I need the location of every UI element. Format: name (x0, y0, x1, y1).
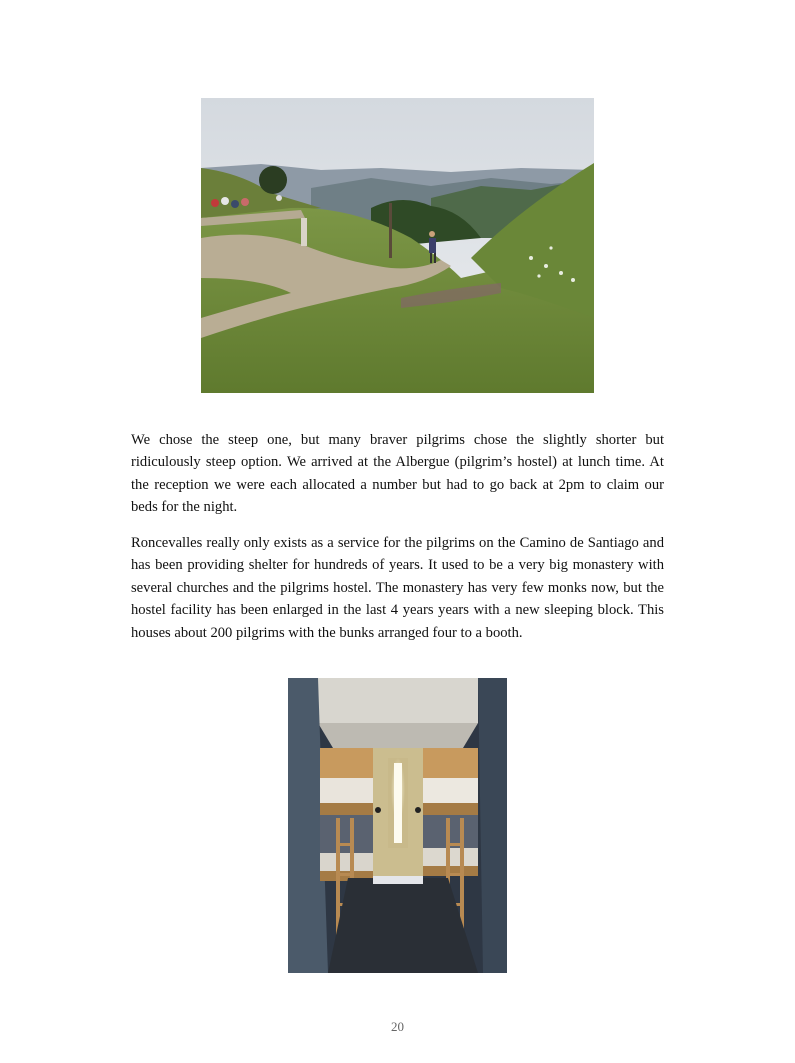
bunk-room-photo (288, 678, 507, 973)
body-paragraph: Roncevalles really only exists as a service for the pilgrims on the Camino de Santiago and has been providing shelter for hundreds of years. It used to be a very big monastery with several churches and the pilgrims hostel. The monastery has very few monks now, but the hostel facility has been enlarged in the last 4 years years with a new sleeping block. This houses about 200 pilgrims with the bunks arranged four to a booth. (131, 535, 664, 641)
body-paragraph: We chose the steep one, but many braver pilgrims chose the slightly shorter but ridiculously steep option. We arrived at the Albergue (pilgrim’s hostel) at lunch time. At the reception we were each allocated a number but had to go back at 2pm to claim our beds for the night. (131, 432, 664, 516)
hillside-photo (201, 98, 594, 393)
page-number: 20 (391, 1019, 404, 1034)
